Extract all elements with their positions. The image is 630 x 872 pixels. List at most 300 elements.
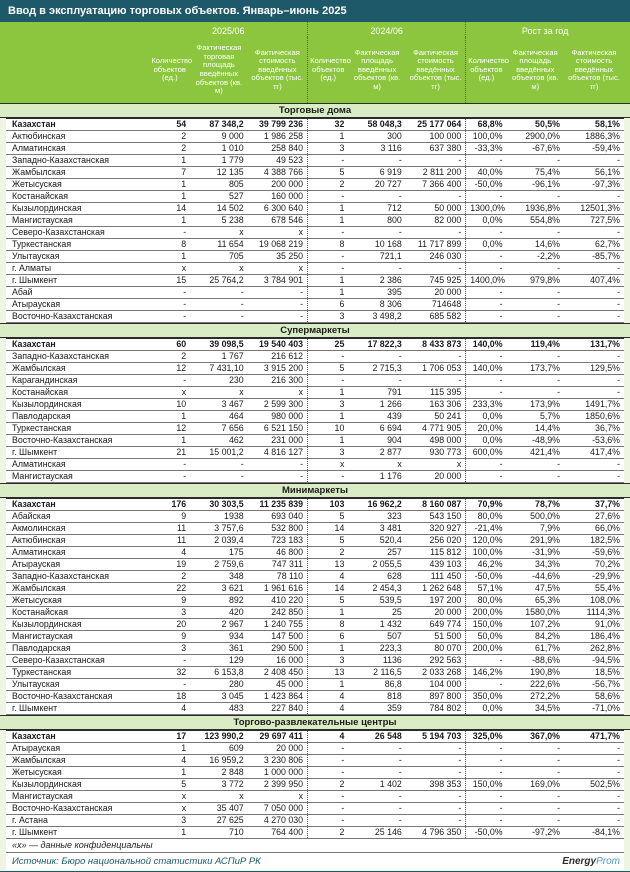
region-cell: г. Алматы	[6, 263, 149, 275]
region-cell: Жамбылская	[6, 363, 149, 375]
value-cell: х	[190, 263, 247, 275]
value-cell: -	[348, 155, 405, 167]
value-cell: 262,8%	[564, 643, 624, 655]
value-cell: 129	[190, 655, 247, 667]
region-cell: Жетысуская	[6, 595, 149, 607]
value-cell: 2 599 300	[248, 399, 308, 411]
value-cell: 18	[149, 691, 190, 703]
value-cell: 147 500	[248, 631, 308, 643]
table-row	[6, 631, 624, 643]
value-cell: -	[466, 767, 507, 779]
value-cell: -	[564, 263, 624, 275]
value-cell: -	[406, 755, 466, 767]
value-cell: 80,0%	[466, 595, 507, 607]
value-cell: 1 767	[190, 351, 247, 363]
value-cell: 11	[149, 535, 190, 547]
logo-text-light: Prom	[596, 856, 620, 867]
value-cell: 462	[190, 435, 247, 447]
col-header-cost-2025: Фактическая стоимость введённых объектов (тыс. тг)	[248, 37, 308, 103]
value-cell: 30 303,5	[190, 499, 247, 511]
table-row	[6, 239, 624, 251]
value-cell: 1114,3%	[564, 607, 624, 619]
value-cell: -	[466, 251, 507, 263]
region-cell: Атырауская	[6, 559, 149, 571]
region-cell: Костанайская	[6, 191, 149, 203]
value-cell: х	[308, 459, 349, 471]
value-cell: 0,0%	[466, 215, 507, 227]
value-cell: -97,3%	[564, 179, 624, 191]
value-cell: 350,0%	[466, 691, 507, 703]
value-cell: 904	[348, 435, 405, 447]
value-cell: -	[466, 755, 507, 767]
value-cell: -67,6%	[507, 143, 564, 155]
table-row	[6, 299, 624, 311]
value-cell: 32	[149, 667, 190, 679]
region-cell: г. Астана	[6, 815, 149, 827]
value-cell: 9	[149, 595, 190, 607]
value-cell: 439 103	[406, 559, 466, 571]
value-cell: 9	[149, 631, 190, 643]
value-cell: -	[406, 227, 466, 239]
value-cell: 7 431,10	[190, 363, 247, 375]
value-cell: 140,0%	[466, 363, 507, 375]
value-cell: 51 500	[406, 631, 466, 643]
value-cell: -	[564, 459, 624, 471]
value-cell: 897 800	[406, 691, 466, 703]
region-cell: Восточно-Казахстанская	[6, 435, 149, 447]
table-row	[6, 399, 624, 411]
value-cell: 5	[308, 511, 349, 523]
value-cell: -85,7%	[564, 251, 624, 263]
value-cell: -94,5%	[564, 655, 624, 667]
value-cell: 554,8%	[507, 215, 564, 227]
table-row	[6, 387, 624, 399]
value-cell: 14	[149, 203, 190, 215]
value-cell: 15	[149, 275, 190, 287]
value-cell: 609	[190, 743, 247, 755]
value-cell: -	[466, 287, 507, 299]
value-cell: 46,2%	[466, 559, 507, 571]
value-cell: 291,9%	[507, 535, 564, 547]
value-cell: 1 262 648	[406, 583, 466, 595]
value-cell: 325,0%	[466, 731, 507, 743]
value-cell: -	[564, 791, 624, 803]
value-cell: 57,1%	[466, 583, 507, 595]
table-row	[6, 619, 624, 631]
value-cell: 712	[348, 203, 405, 215]
value-cell: 2	[149, 351, 190, 363]
value-cell: -	[507, 311, 564, 323]
value-cell: -	[507, 767, 564, 779]
section-band: Торгово-развлекательные центры	[0, 715, 630, 730]
value-cell: 12	[149, 423, 190, 435]
value-cell: 323	[348, 511, 405, 523]
value-cell: -	[190, 471, 247, 483]
value-cell: 66,0%	[564, 523, 624, 535]
value-cell: 395	[348, 287, 405, 299]
value-cell: 5	[149, 779, 190, 791]
value-cell: -	[406, 263, 466, 275]
value-cell: 292 563	[406, 655, 466, 667]
value-cell: 100 000	[406, 131, 466, 143]
value-cell: -	[507, 375, 564, 387]
value-cell: 39 098,5	[190, 339, 247, 351]
value-cell: 8	[308, 239, 349, 251]
value-cell: 119,4%	[507, 339, 564, 351]
region-cell: Казахстан	[6, 119, 149, 131]
value-cell: 150,0%	[466, 619, 507, 631]
source-text: Источник: Бюро национальной статистики АСПиР РК	[12, 856, 261, 867]
value-cell: -	[248, 299, 308, 311]
col-header-count-growth: Количество объектов (ед.)	[468, 56, 510, 83]
value-cell: 8 160 087	[406, 499, 466, 511]
value-cell: 16 000	[248, 655, 308, 667]
value-cell: -	[149, 459, 190, 471]
value-cell: -	[149, 471, 190, 483]
table-row	[6, 767, 624, 779]
value-cell: 6 694	[348, 423, 405, 435]
value-cell: 222,6%	[507, 679, 564, 691]
group-label-2024: 2024/06	[308, 22, 466, 37]
value-cell: 1936,8%	[507, 203, 564, 215]
region-cell: Кызылординская	[6, 399, 149, 411]
value-cell: 1 402	[348, 779, 405, 791]
table-row	[6, 511, 624, 523]
value-cell: -	[348, 351, 405, 363]
value-cell: 0,0%	[466, 435, 507, 447]
value-cell: 1850,6%	[564, 411, 624, 423]
region-cell: Жетысуская	[6, 179, 149, 191]
region-cell: Мангистауская	[6, 631, 149, 643]
table-row	[6, 179, 624, 191]
value-cell: 35 250	[248, 251, 308, 263]
value-cell: 5	[308, 595, 349, 607]
value-cell: -	[507, 755, 564, 767]
value-cell: 1 423 864	[248, 691, 308, 703]
region-cell: Алматинская	[6, 143, 149, 155]
value-cell: -	[507, 299, 564, 311]
value-cell: 231 000	[248, 435, 308, 447]
region-cell: Западно-Казахстанская	[6, 571, 149, 583]
value-cell: 3 772	[190, 779, 247, 791]
value-cell: -	[564, 351, 624, 363]
value-cell: 131,7%	[564, 339, 624, 351]
value-cell: 146,2%	[466, 667, 507, 679]
value-cell: 34,3%	[507, 559, 564, 571]
value-cell: 75,4%	[507, 167, 564, 179]
region-cell: Западно-Казахстанская	[6, 351, 149, 363]
region-cell: Алматинская	[6, 459, 149, 471]
value-cell: 532 800	[248, 523, 308, 535]
value-cell: 1580,0%	[507, 607, 564, 619]
value-cell: -	[190, 299, 247, 311]
value-cell: 2 811 200	[406, 167, 466, 179]
col-header-area-growth: Фактическая площадь введённых объектов (кв. м)	[512, 47, 559, 91]
value-cell: 6	[308, 631, 349, 643]
table-row	[6, 803, 624, 815]
section-band: Торговые дома	[0, 103, 630, 118]
value-cell: х	[248, 227, 308, 239]
value-cell: 421,4%	[507, 447, 564, 459]
value-cell: 600,0%	[466, 447, 507, 459]
value-cell: 3 915 200	[248, 363, 308, 375]
value-cell: 25	[308, 339, 349, 351]
value-cell: 39 799 236	[248, 119, 308, 131]
value-cell: 507	[348, 631, 405, 643]
region-cell: Кызылординская	[6, 203, 149, 215]
value-cell: 818	[348, 691, 405, 703]
value-cell: -31,9%	[507, 547, 564, 559]
value-cell: 20 000	[248, 743, 308, 755]
value-cell: 1	[308, 275, 349, 287]
value-cell: 115 812	[406, 547, 466, 559]
value-cell: х	[190, 791, 247, 803]
col-header-count-2024: Количество объектов (ед.)	[310, 56, 351, 83]
value-cell: 693 040	[248, 511, 308, 523]
value-cell: 10 168	[348, 239, 405, 251]
value-cell: 721,1	[348, 251, 405, 263]
value-cell: 3	[149, 643, 190, 655]
value-cell: 727,5%	[564, 215, 624, 227]
table-row	[6, 571, 624, 583]
value-cell: 3 757,6	[190, 523, 247, 535]
value-cell: 348	[190, 571, 247, 583]
value-cell: -	[564, 471, 624, 483]
value-cell: 14 502	[190, 203, 247, 215]
value-cell: 2	[149, 131, 190, 143]
table-row	[6, 779, 624, 791]
value-cell: 3 116	[348, 143, 405, 155]
value-cell: 539,5	[348, 595, 405, 607]
value-cell: 420	[190, 607, 247, 619]
col-header-cost-growth: Фактическая стоимость введённых объектов (тыс. тг)	[568, 47, 620, 91]
table-row	[6, 155, 624, 167]
value-cell: 7	[149, 167, 190, 179]
value-cell: -88,6%	[507, 655, 564, 667]
value-cell: -	[406, 767, 466, 779]
value-cell: 8 433 873	[406, 339, 466, 351]
value-cell: 2 759,6	[190, 559, 247, 571]
value-cell: 70,2%	[564, 559, 624, 571]
value-cell: 20 000	[406, 287, 466, 299]
value-cell: -	[564, 767, 624, 779]
value-cell: 173,9%	[507, 399, 564, 411]
confidential-note: «х» — данные конфиденциальны	[6, 839, 624, 853]
table-row	[6, 523, 624, 535]
value-cell: 6 521 150	[248, 423, 308, 435]
value-cell: 320 927	[406, 523, 466, 535]
value-cell: 3 230 806	[248, 755, 308, 767]
region-cell: Мангистауская	[6, 791, 149, 803]
value-cell: х	[190, 227, 247, 239]
value-cell: 1	[308, 215, 349, 227]
value-cell: -	[149, 299, 190, 311]
value-cell: -	[406, 351, 466, 363]
value-cell: 200,0%	[466, 643, 507, 655]
value-cell: х	[149, 791, 190, 803]
value-cell: 3	[149, 815, 190, 827]
value-cell: 2	[149, 143, 190, 155]
value-cell: 649 774	[406, 619, 466, 631]
table-row	[6, 691, 624, 703]
value-cell: -	[308, 803, 349, 815]
value-cell: 104 000	[406, 679, 466, 691]
value-cell: 0,0%	[466, 239, 507, 251]
value-cell: 2	[308, 827, 349, 839]
value-cell: 1	[149, 411, 190, 423]
value-cell: -	[348, 767, 405, 779]
value-cell: 367,0%	[507, 731, 564, 743]
table-row	[6, 559, 624, 571]
value-cell: 129,5%	[564, 363, 624, 375]
value-cell: 20 727	[348, 179, 405, 191]
value-cell: 163 306	[406, 399, 466, 411]
value-cell: 82 000	[406, 215, 466, 227]
value-cell: 80 070	[406, 643, 466, 655]
value-cell: -	[308, 471, 349, 483]
value-cell: 1 961 616	[248, 583, 308, 595]
value-cell: 5	[308, 167, 349, 179]
value-cell: 5,7%	[507, 411, 564, 423]
value-cell: -	[466, 459, 507, 471]
region-cell: Жамбылская	[6, 167, 149, 179]
value-cell: -	[466, 299, 507, 311]
value-cell: -	[507, 387, 564, 399]
value-cell: -	[308, 263, 349, 275]
value-cell: 1	[149, 155, 190, 167]
value-cell: -21,4%	[466, 523, 507, 535]
value-cell: 520,4	[348, 535, 405, 547]
value-cell: 7,9%	[507, 523, 564, 535]
value-cell: 100,0%	[466, 131, 507, 143]
value-cell: 4 796 350	[406, 827, 466, 839]
value-cell: -	[507, 287, 564, 299]
value-cell: х	[190, 387, 247, 399]
value-cell: 502,5%	[564, 779, 624, 791]
region-cell: Казахстан	[6, 731, 149, 743]
value-cell: -	[248, 311, 308, 323]
region-cell: Костанайская	[6, 607, 149, 619]
value-cell: 498 000	[406, 435, 466, 447]
value-cell: 111 450	[406, 571, 466, 583]
value-cell: 3	[308, 399, 349, 411]
value-cell: 2900,0%	[507, 131, 564, 143]
value-cell: -	[308, 767, 349, 779]
region-cell: Кызылординская	[6, 619, 149, 631]
value-cell: 6 300 640	[248, 203, 308, 215]
table-row	[6, 203, 624, 215]
value-cell: 7 050 000	[248, 803, 308, 815]
region-cell: Восточно-Казахстанская	[6, 311, 149, 323]
value-cell: -	[564, 803, 624, 815]
value-cell: 2 116,5	[348, 667, 405, 679]
table-row	[6, 227, 624, 239]
region-cell: Атырауская	[6, 743, 149, 755]
value-cell: -	[308, 191, 349, 203]
table-row	[6, 643, 624, 655]
value-cell: 1	[149, 251, 190, 263]
value-cell: 140,0%	[466, 339, 507, 351]
value-cell: 4 816 127	[248, 447, 308, 459]
value-cell: -	[564, 299, 624, 311]
value-cell: 747 311	[248, 559, 308, 571]
value-cell: -	[348, 375, 405, 387]
region-column-header	[6, 22, 149, 103]
value-cell: 439	[348, 411, 405, 423]
value-cell: -59,6%	[564, 547, 624, 559]
value-cell: 11 717 899	[406, 239, 466, 251]
value-cell: -71,0%	[564, 703, 624, 715]
value-cell: -	[406, 803, 466, 815]
value-cell: -	[248, 459, 308, 471]
value-cell: 410 220	[248, 595, 308, 607]
table-row	[6, 251, 624, 263]
value-cell: 78,7%	[507, 499, 564, 511]
value-cell: -	[507, 471, 564, 483]
value-cell: -	[149, 375, 190, 387]
value-cell: -	[466, 263, 507, 275]
value-cell: 784 802	[406, 703, 466, 715]
region-cell: Жамбылская	[6, 583, 149, 595]
value-cell: 60	[149, 339, 190, 351]
value-cell: 20,0%	[466, 423, 507, 435]
table-row	[6, 547, 624, 559]
value-cell: 40,0%	[466, 167, 507, 179]
value-cell: 61,7%	[507, 643, 564, 655]
value-cell: 230	[190, 375, 247, 387]
value-cell: 300	[348, 131, 405, 143]
total-row	[6, 731, 624, 743]
region-cell: Актюбинская	[6, 535, 149, 547]
value-cell: 745 925	[406, 275, 466, 287]
value-cell: -	[348, 227, 405, 239]
col-header-cost-2024: Фактическая стоимость введённых объектов (тыс. тг)	[406, 37, 466, 103]
page-title: Ввод в эксплуатацию торговых объектов. Январь–июнь 2025	[0, 0, 630, 22]
value-cell: 2	[149, 571, 190, 583]
value-cell: 6 919	[348, 167, 405, 179]
value-cell: 50 000	[406, 203, 466, 215]
value-cell: 14	[308, 583, 349, 595]
value-cell: 417,4%	[564, 447, 624, 459]
value-cell: 227 840	[248, 703, 308, 715]
value-cell: 723 183	[248, 535, 308, 547]
value-cell: 2 399 950	[248, 779, 308, 791]
value-cell: 678 546	[248, 215, 308, 227]
region-cell: Туркестанская	[6, 667, 149, 679]
value-cell: 15 001,2	[190, 447, 247, 459]
value-cell: -	[466, 815, 507, 827]
value-cell: 26 548	[348, 731, 405, 743]
table-row	[6, 667, 624, 679]
value-cell: 710	[190, 827, 247, 839]
table-row	[6, 423, 624, 435]
table-row	[6, 743, 624, 755]
value-cell: 1	[308, 387, 349, 399]
table-row	[6, 755, 624, 767]
value-cell: 108,0%	[564, 595, 624, 607]
value-cell: 19 540 403	[248, 339, 308, 351]
table-row	[6, 679, 624, 691]
value-cell: 11 235 839	[248, 499, 308, 511]
value-cell: 1 010	[190, 143, 247, 155]
value-cell: -	[507, 351, 564, 363]
value-cell: х	[149, 803, 190, 815]
region-cell: Костанайская	[6, 387, 149, 399]
value-cell: 19	[149, 559, 190, 571]
value-cell: 1	[149, 767, 190, 779]
value-cell: -	[308, 791, 349, 803]
value-cell: 242 850	[248, 607, 308, 619]
